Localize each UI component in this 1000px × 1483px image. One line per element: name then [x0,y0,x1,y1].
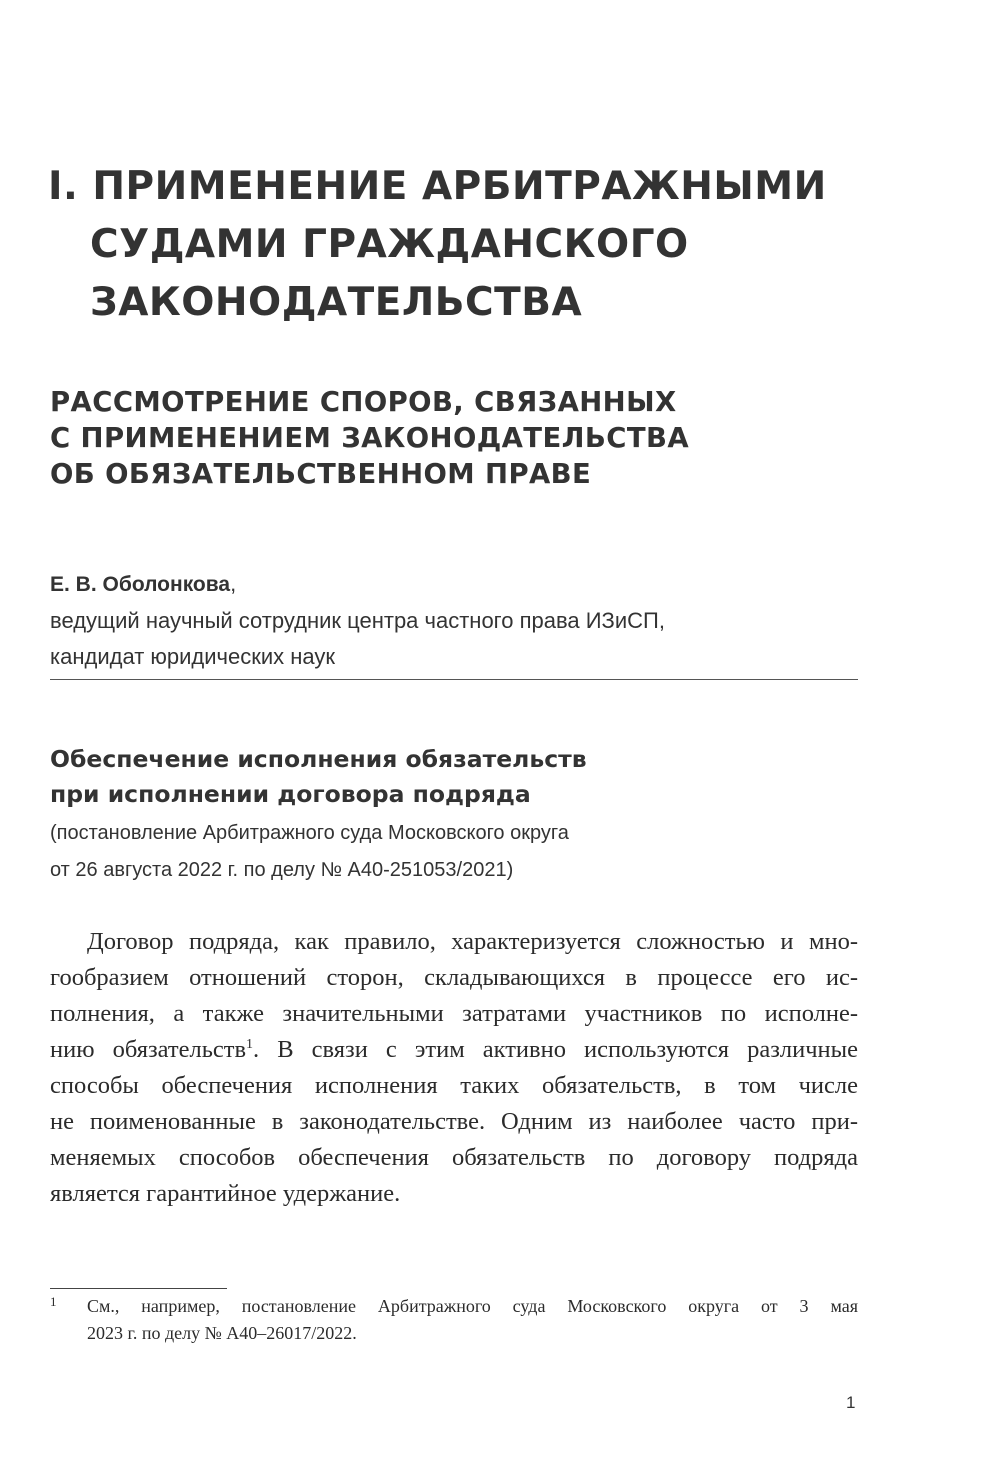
author-degree: кандидат юридических наук [50,644,336,669]
author-block [50,566,870,675]
case-reference-line: (постановление Арбитражного суда Московского округа [50,822,569,844]
case-title [50,742,870,812]
body-line: меняемых способов обеспечения обязательств по договору подряда [50,1144,858,1171]
footnote-line: См., например, постановление Арбитражного суда Московского округа от 3 мая [87,1296,858,1316]
footnote-number: 1 [50,1294,57,1309]
section-title [50,384,930,492]
author-position: ведущий научный сотрудник центра частного права ИЗиСП, [50,608,665,633]
case-reference [50,815,870,889]
chapter-title-line: I. ПРИМЕНЕНИЕ АРБИТРАЖНЫМИ [48,164,827,209]
body-line: Договор подряда, как правило, характеризуется сложностью и мно- [87,928,858,955]
body-line: полнения, а также значительными затратами участников по исполне- [50,1000,858,1027]
section-title-line: С ПРИМЕНЕНИЕМ ЗАКОНОДАТЕЛЬСТВА [50,422,690,454]
case-title-line: при исполнении договора подряда [50,780,531,808]
chapter-title [48,158,948,332]
body-line: является гарантийное удержание. [50,1180,401,1207]
body-line-text: нию обязательств [50,1036,247,1063]
body-line: способы обеспечения исполнения таких обязательств, в том числе [50,1072,858,1099]
section-title-line: РАССМОТРЕНИЕ СПОРОВ, СВЯЗАННЫХ [50,386,677,418]
chapter-title-line: ЗАКОНОДАТЕЛЬСТВА [90,280,583,325]
body-paragraph [50,924,858,1212]
footnote-line: 2023 г. по делу № А40–26017/2022. [87,1323,357,1343]
footnote-reference[interactable]: 1 [246,1037,254,1052]
author-name-line [50,566,870,603]
body-line: не поименованные в законодательстве. Одним из наиболее часто при- [50,1108,858,1135]
chapter-title-line: СУДАМИ ГРАЖДАНСКОГО [90,222,689,267]
case-reference-line: от 26 августа 2022 г. по делу № А40-251053/2021) [50,859,514,881]
footnote-divider [50,1288,227,1289]
footnote-text [87,1293,858,1347]
author-name: Е. В. Оболонкова [50,573,231,596]
section-title-line: ОБ ОБЯЗАТЕЛЬСТВЕННОМ ПРАВЕ [50,458,592,490]
author-divider [50,679,858,680]
body-line [50,1032,858,1068]
case-title-line: Обеспечение исполнения обязательств [50,745,587,773]
footnote [50,1293,858,1347]
author-name-suffix: , [230,571,237,596]
body-line: гообразием отношений сторон, складывающихся в процессе его ис- [50,964,858,991]
body-line-text: . В связи с этим активно используются различные [253,1036,858,1063]
page-number: 1 [846,1393,856,1412]
